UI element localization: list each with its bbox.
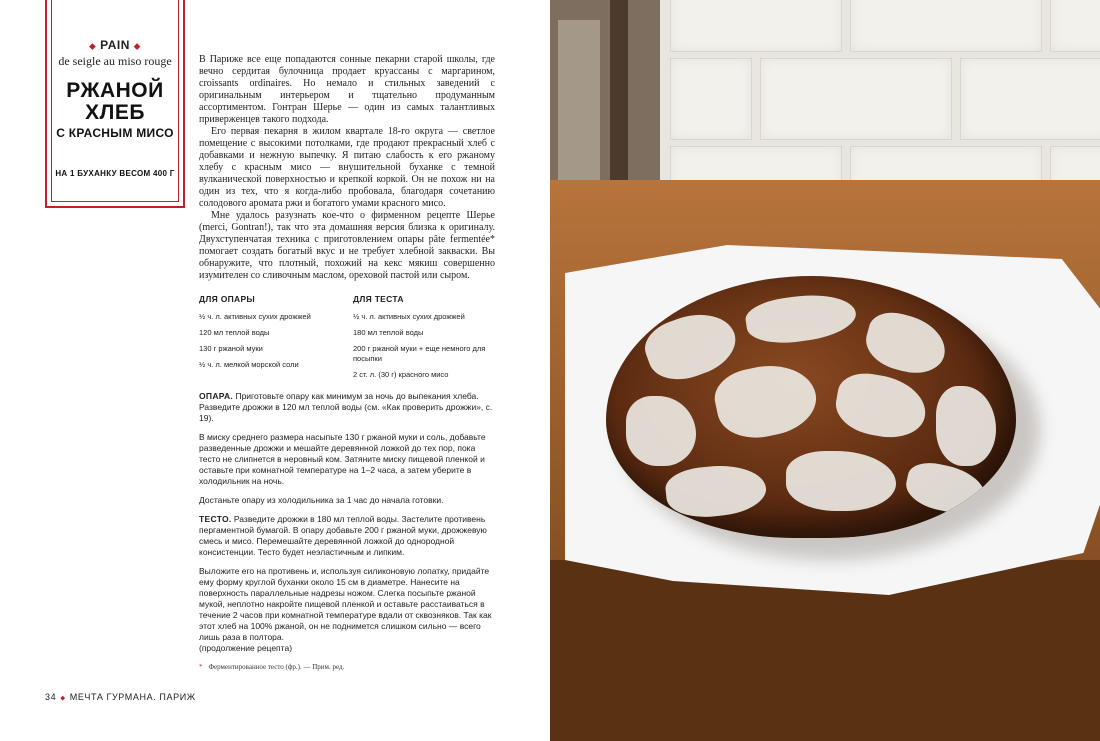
ingredient-item: 130 г ржаной муки xyxy=(199,344,263,353)
continued-note: (продолжение рецепта) xyxy=(199,643,293,653)
ingredient-item: 2 ст. л. (30 г) красного мисо xyxy=(353,370,449,379)
bread-photo xyxy=(550,0,1100,741)
recipe-subtitle: С КРАСНЫМ МИСО xyxy=(56,126,174,140)
ingredient-item: ½ ч. л. мелкой морской соли xyxy=(199,360,299,369)
ingredient-item: ½ ч. л. активных сухих дрожжей xyxy=(353,312,465,321)
ornament-icon: ⬥ xyxy=(89,41,97,51)
french-subtitle: de seigle au miso rouge xyxy=(58,54,172,68)
method-paragraph: В миску среднего размера насыпьте 130 г ржаной муки и соль, добавьте разведенные дрожжи и мешайте деревянной ложкой до тех пор, пока тесто не слипнется в неровный ком. Затяните миску пищевой пленкой и оставьте при комнатной температуре на 1–2 часа, а затем уберите в холодильник на ночь. xyxy=(199,432,486,486)
method-paragraph: Достаньте опару из холодильника за 1 час до начала готовки. xyxy=(199,495,444,505)
dough-heading: ДЛЯ ТЕСТА xyxy=(353,294,404,304)
page-number: 34 xyxy=(45,692,57,702)
ornament-icon: ⬥ xyxy=(133,41,141,51)
recipe-yield: НА 1 БУХАНКУ ВЕСОМ 400 Г xyxy=(55,169,175,178)
intro-paragraph: Его первая пекарня в жилом квартале 18-го округа — светлое помещение с высокими потолками, где продают прекрасный хлеб с добавками и нежную выпечку. Я питаю слабость к его ржаному хлебу с красным мисо — внушительной буханке с темной вулканической поверхностью и крепкой коркой. Он не похож ни на один из тех, что я когда-либо пробовала, благодаря сочетанию солодового аромата ржи и богатого умами красного мисо. xyxy=(199,126,495,209)
starter-heading: ДЛЯ ОПАРЫ xyxy=(199,294,256,304)
dough-ingredients xyxy=(353,294,493,386)
ingredient-item: ½ ч. л. активных сухих дрожжей xyxy=(199,312,311,321)
footnote: * Ферментированное тесто (фр.). — Прим. ред. xyxy=(199,663,345,671)
book-title: МЕЧТА ГУРМАНА. ПАРИЖ xyxy=(69,692,196,702)
ingredient-item: 120 мл теплой воды xyxy=(199,328,270,337)
intro-paragraph: Мне удалось разузнать кое-что о фирменном рецепте Шерье (merci, Gontran!), так что эта домашняя версия близка к оригиналу. Двухступенчатая техника с приготовлением опары pâte fermentée* помогает создать богатый вкус и не требует хлебной закваски. Вы обнаружите, что плотный, похожий на кекс мякиш совершенно изумителен со сливочным маслом, ореховой пастой или сыром. xyxy=(199,210,495,281)
recipe-title: РЖАНОЙ ХЛЕБ xyxy=(66,79,164,124)
ornament-icon: ⬥ xyxy=(60,695,66,702)
method-paragraph: ОПАРА. Приготовьте опару как минимум за ночь до выпекания хлеба. Разведите дрожжи в 120 мл теплой воды (см. «Как проверить дрожжи», с. 19). xyxy=(199,391,493,423)
intro-text xyxy=(199,54,495,282)
starter-ingredients xyxy=(199,294,339,376)
recipe-title-box xyxy=(45,0,185,208)
ingredient-item: 200 г ржаной муки + еще немного для посыпки xyxy=(353,344,486,363)
method-paragraph: Выложите его на противень и, используя силиконовую лопатку, придайте ему форму круглой буханки около 15 см в диаметре. Нанесите на поверхность параллельные надрезы ножом. Слегка посыпьте ржаной мукой, неплотно накройте пищевой пленкой и оставьте расстаиваться в течение 2 часов при комнатной температуре вдали от сквозняков. Так как этот хлеб на 100% ржаной, он не поднимется слишком сильно — всего лишь раза в полтора. xyxy=(199,566,492,642)
footnote-mark: * xyxy=(199,663,203,671)
french-title: ⬥ PAIN ⬥ xyxy=(89,38,141,52)
method-text xyxy=(199,391,495,651)
ingredient-item: 180 мл теплой воды xyxy=(353,328,424,337)
intro-paragraph: В Париже все еще попадаются сонные пекарни старой школы, где вечно сердитая булочница продает круассаны с маргарином, croissants ordinaires. Но немало и стильных заведений с оригинальным интерьером и тщательно продуманным ассортиментом. Гонтран Шерье — один из самых талантливых приверженцев такого подхода. xyxy=(199,54,495,125)
page-folio xyxy=(45,692,196,703)
method-paragraph: ТЕСТО. Разведите дрожжи в 180 мл теплой воды. Застелите противень пергаментной бумагой. В опару добавьте 200 г ржаной муки, дрожжевую смесь и мисо. Перемешайте деревянной ложкой до однородной консистенции. Тесто будет неэластичным и липким. xyxy=(199,514,487,557)
